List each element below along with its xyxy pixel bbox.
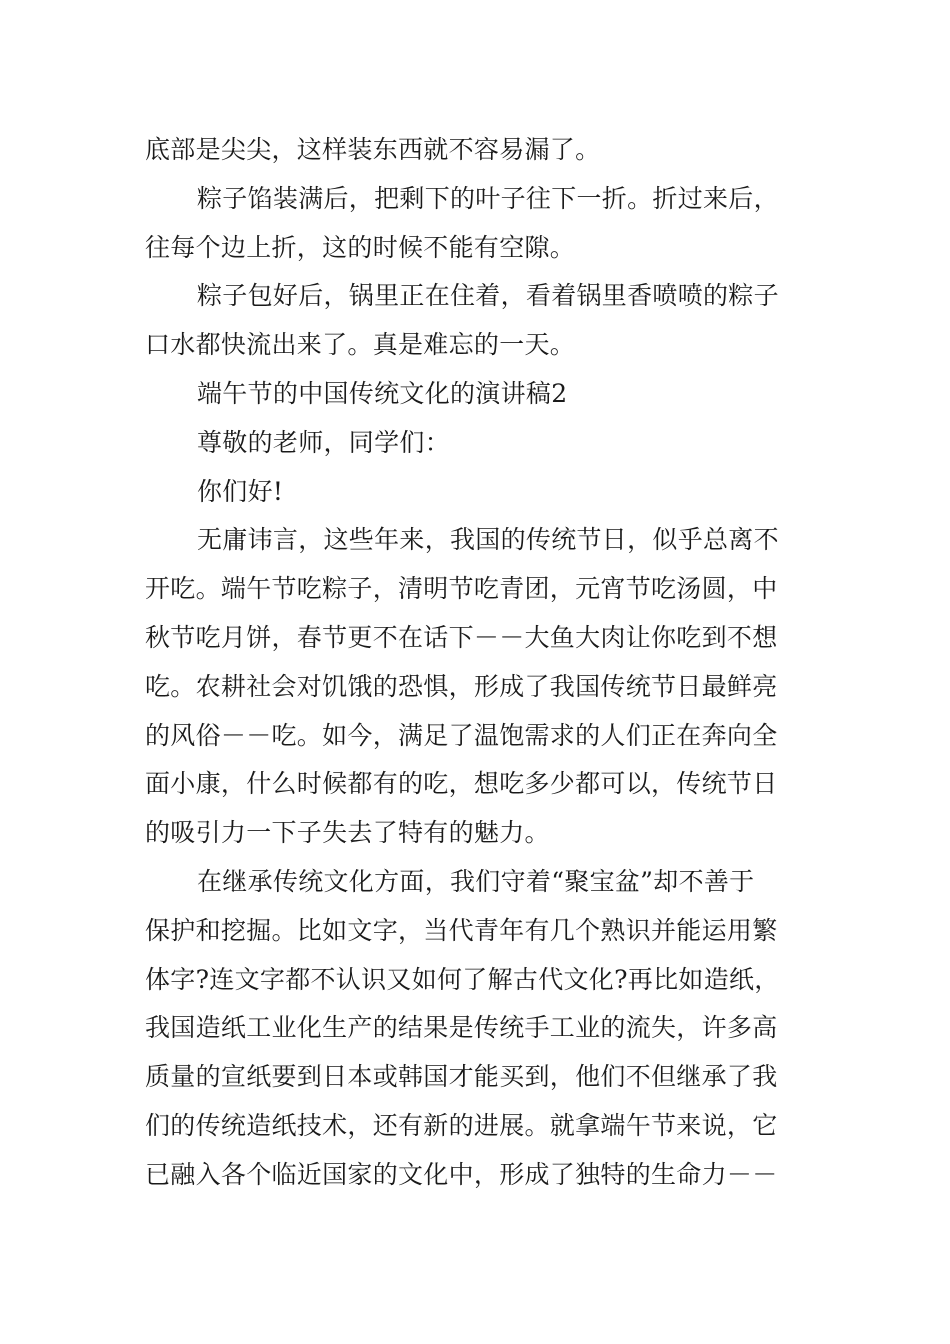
- salutation: 尊敬的老师，同学们：: [197, 427, 451, 457]
- text-line: 质量的宣纸要到日本或韩国才能买到，他们不但继承了我: [145, 1062, 778, 1092]
- greeting: 你们好!: [197, 476, 284, 506]
- section-title: 端午节的中国传统文化的演讲稿2: [197, 378, 568, 408]
- text-line: 的风俗－－吃。如今，满足了温饱需求的人们正在奔向全: [145, 720, 778, 750]
- text-line: 面小康，什么时候都有的吃，想吃多少都可以，传统节日: [145, 769, 778, 799]
- text-line: 在继承传统文化方面，我们守着“聚宝盆”却不善于: [197, 866, 755, 896]
- text-line: 无庸讳言，这些年来，我国的传统节日，似乎总离不: [197, 525, 779, 555]
- text-line: 的吸引力一下子失去了特有的魅力。: [145, 818, 550, 848]
- text-line: 往每个边上折，这的时候不能有空隙。: [145, 232, 576, 262]
- text-line: 口水都快流出来了。真是难忘的一天。: [145, 330, 576, 360]
- text-line: 秋节吃月饼，春节更不在话下－－大鱼大肉让你吃到不想: [145, 622, 778, 652]
- text-line: 底部是尖尖，这样装东西就不容易漏了。: [145, 135, 601, 164]
- text-line: 开吃。端午节吃粽子，清明节吃青团，元宵节吃汤圆，中: [145, 574, 778, 604]
- text-line: 已融入各个临近国家的文化中，形成了独特的生命力－－: [145, 1159, 778, 1189]
- text-line: 我国造纸工业化生产的结果是传统手工业的流失，许多高: [145, 1013, 778, 1043]
- text-line: 吃。农耕社会对饥饿的恐惧，形成了我国传统节日最鲜亮: [145, 671, 778, 701]
- text-line: 粽子馅装满后，把剩下的叶子往下一折。折过来后，: [197, 183, 779, 213]
- text-line: 体字?连文字都不认识又如何了解古代文化?再比如造纸，: [145, 964, 780, 994]
- text-line: 们的传统造纸技术，还有新的进展。就拿端午节来说，它: [145, 1110, 778, 1140]
- text-line: 粽子包好后，锅里正在住着，看着锅里香喷喷的粽子: [197, 281, 779, 311]
- document-body: [145, 126, 810, 1200]
- text-line: 保护和挖掘。比如文字，当代青年有几个熟识并能运用繁: [145, 915, 778, 945]
